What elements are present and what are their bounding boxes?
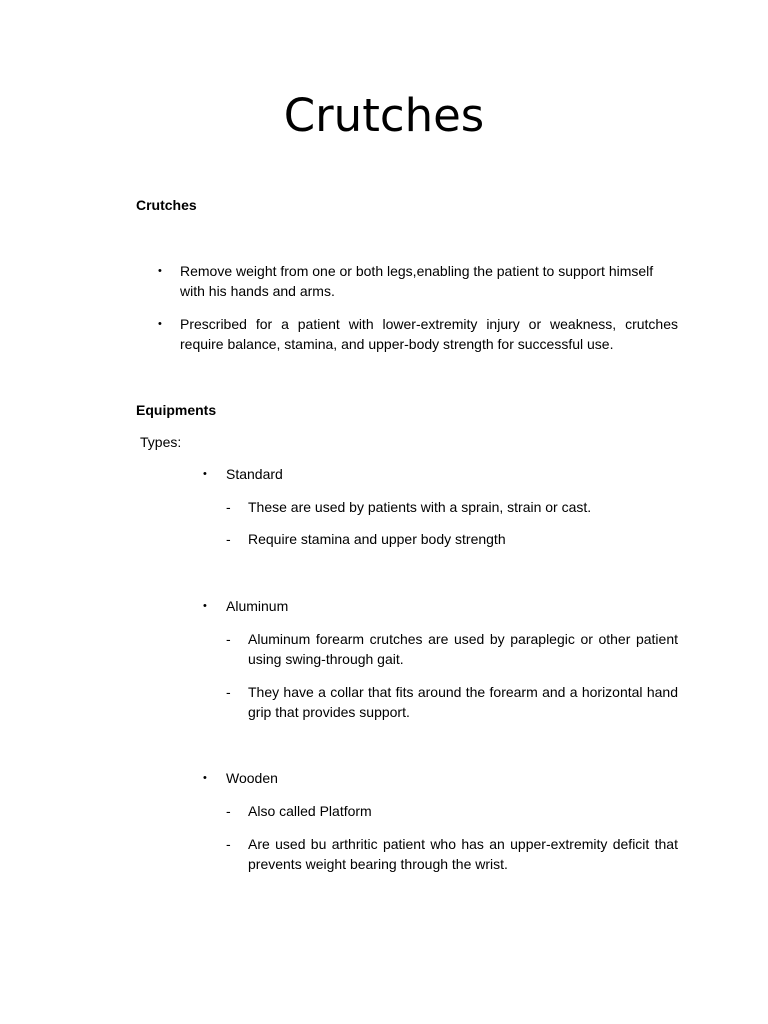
detail-text: They have a collar that fits around the forearm and a horizontal hand grip that provides support. xyxy=(248,684,678,720)
dash-icon: - xyxy=(226,499,231,515)
detail-text: Require stamina and upper body strength xyxy=(248,531,506,547)
list-item-text: Remove weight from one or both legs,enabling the patient to support himself with his hands and arms. xyxy=(180,263,654,299)
bullet-icon: • xyxy=(158,265,162,277)
types-label: Types: xyxy=(140,434,182,450)
list-item-text: Prescribed for a patient with lower-extremity injury or weakness, crutches require balance, stamina, and upper-body strength for successful use. xyxy=(180,316,678,352)
dash-icon: - xyxy=(226,631,231,647)
dash-icon: - xyxy=(226,836,231,852)
section-heading-crutches: Crutches xyxy=(136,197,197,213)
dash-icon: - xyxy=(226,684,231,700)
type-name: Standard xyxy=(226,466,283,482)
detail-text: Aluminum forearm crutches are used by paraplegic or other patient using swing-through gait. xyxy=(248,631,678,667)
bullet-icon: • xyxy=(158,318,162,330)
type-name: Wooden xyxy=(226,770,278,786)
type-name: Aluminum xyxy=(226,598,289,614)
dash-icon: - xyxy=(226,803,231,819)
bullet-icon: • xyxy=(203,600,207,612)
detail-text: Also called Platform xyxy=(248,803,372,819)
section-heading-equipments: Equipments xyxy=(136,402,217,418)
bullet-icon: • xyxy=(203,772,207,784)
bullet-icon: • xyxy=(203,468,207,480)
detail-text: These are used by patients with a sprain, strain or cast. xyxy=(248,499,592,515)
detail-text: Are used bu arthritic patient who has an upper-extremity deficit that prevents weight bearing through the wrist. xyxy=(248,836,678,872)
dash-icon: - xyxy=(226,531,231,547)
document-title: Crutches xyxy=(283,89,485,142)
